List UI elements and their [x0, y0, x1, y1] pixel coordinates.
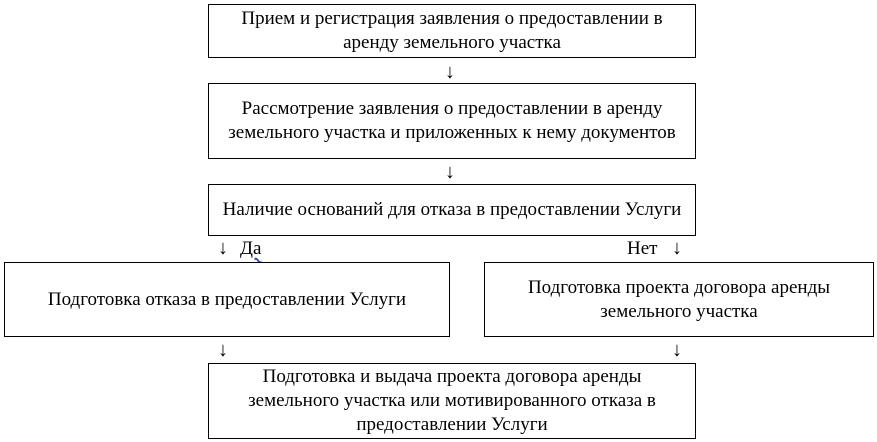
branch-label-no: Нет — [627, 238, 658, 259]
arrow-down-icon: ↓ — [218, 237, 228, 259]
arrow-down-icon: ↓ — [672, 237, 682, 259]
branch-label-yes: Да — [240, 238, 262, 259]
node-issue-result — [208, 363, 696, 439]
arrow-down-icon: ↓ — [672, 339, 682, 361]
node-receive-application — [208, 4, 696, 58]
node-prepare-contract — [484, 262, 874, 337]
node-refusal-grounds — [208, 184, 696, 236]
arrow-down-icon: ↓ — [445, 161, 455, 183]
node-prepare-refusal-text: Подготовка отказа в предоставлении Услуги — [47, 288, 407, 310]
node-prepare-contract-text: Подготовка проекта договора аренды земельного участка — [527, 276, 831, 322]
node-receive-application-text: Прием и регистрация заявления о предоставлении в аренду земельного участка — [241, 8, 663, 53]
node-prepare-refusal — [4, 262, 450, 337]
arrow-down-icon: ↓ — [218, 339, 228, 361]
node-refusal-grounds-text: Наличие оснований для отказа в предоставлении Услуги — [222, 199, 682, 220]
node-review-application-text: Рассмотрение заявления о предоставлении в аренду земельного участка и приложенных к нему документов — [228, 98, 676, 143]
arrow-down-icon: ↓ — [445, 61, 455, 83]
node-issue-result-text: Подготовка и выдача проекта договора аренды земельного участка или мотивированного отказа в предоставлении Услуги — [248, 366, 656, 435]
node-review-application — [208, 83, 696, 159]
